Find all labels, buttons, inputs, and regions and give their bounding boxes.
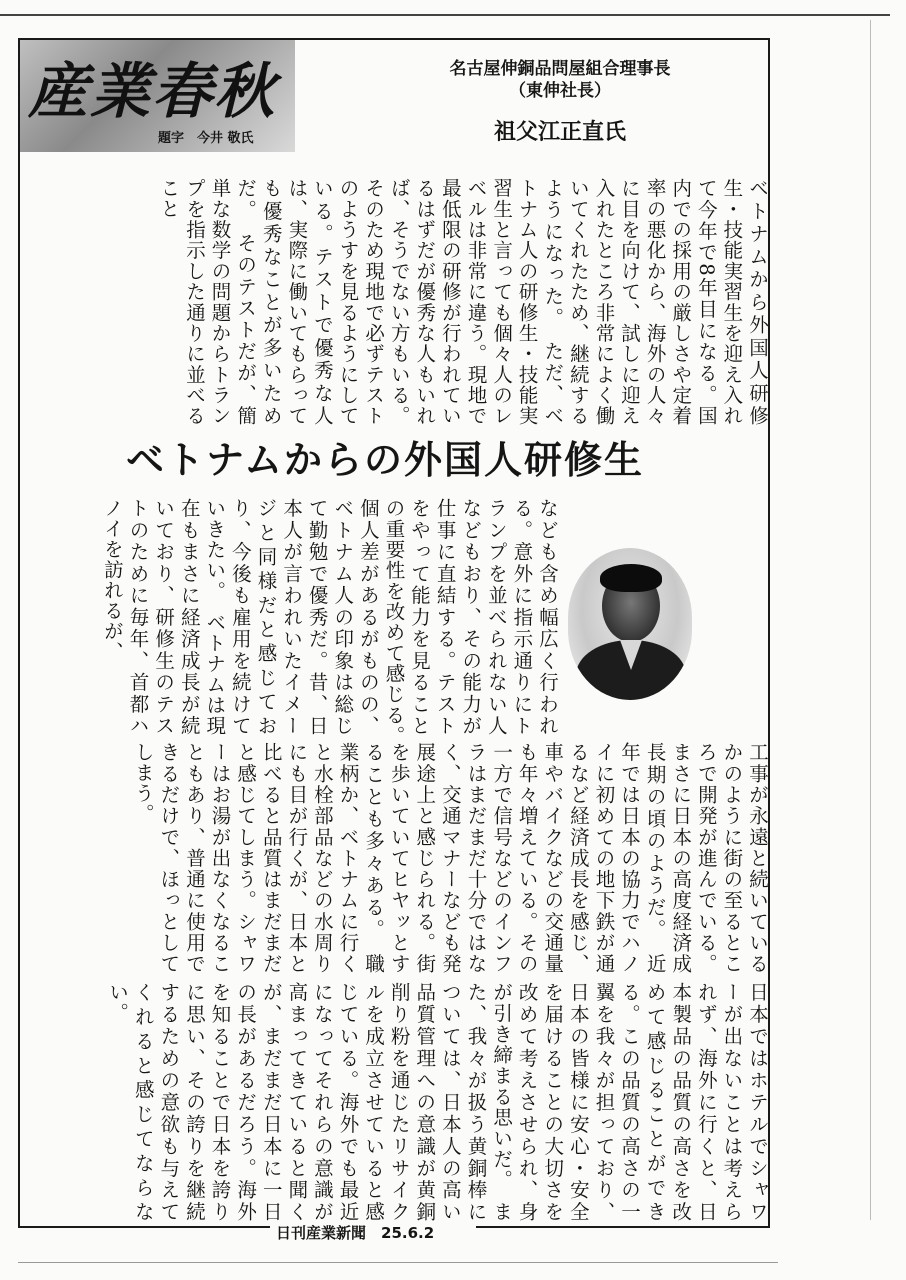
title-credit: 題字 今井 敬氏 (158, 131, 254, 146)
author-name: 祖父江正直氏 (493, 120, 626, 145)
author-portrait (568, 548, 692, 700)
page-top-rule (0, 14, 890, 16)
body-block-2: なども含め幅広く行われる。意外に指示通りにトランプを並べられない人などもおり、その能力が仕事に直結する。テストをやって能力を見ることの重要性を改めて感じる。 個人差があるがものの、ベトナム人の印象は総じて勤勉で優秀だ。昔、日本人が言われいたイメージと同様だと感じており、今後も雇用を続けていきたい。 ベトナムは現在もまさに経済成長が続いており、研修生のテストのために毎年、首都ハノイを訪れるが、 (100, 498, 559, 736)
body-block-4: 日本ではホテルでシャワーが出ないことは考えられず、海外に行くと、日本製品の品質の高さを改めて感じることができる。この品質の高さの一翼を我々が担っており、日本の皆様に安心・安全を届けることの大切さを改めて考えさせられ、身が引き締まる思いだ。 また、我々が扱う黄銅棒については、日本人の高い品質管理への意識が黄銅削り粉を通じたリサイクルを成立させていると感じている。海外でも最近になってそれらの意識が高まってきていると聞くが、まだまだ日本に一日の長があるだろう。海外を知ることで日本を誇りに思い、その誇りを継続するための意欲も与えてくれると感じてならない。 (106, 982, 769, 1222)
publication-source: 日刊産業新聞 25.6.2 (270, 1222, 476, 1244)
column-title: 産業春秋 (28, 57, 276, 127)
article-headline: ベトナムからの外国人研修生 (125, 438, 645, 482)
body-block-3: 工事が永遠と続いているかのように街の至るところで開発が進んでいる。まさに日本の高度経済成長期の頃のようだ。 近年では日本の協力でハノイに初めての地下鉄が通るなど経済成長を感じ、車やバイクなどの交通量も年々増えている。その一方で信号などのインフラはまだまだ十分ではなく、交通マナーなども発展途上と感じられる。街を歩いていてヒヤッとすることも多々ある。 職業柄か、ベトナムに行くと水栓部品などの水周りにも目が行くが、日本と比べると品質はまだまだと感じてしまう。シャワーはお湯が出なくなることもあり、普通に使用できるだけで、ほっとしてしまう。 (131, 742, 769, 974)
author-organization: 名古屋伸銅品問屋組合理事長 (449, 59, 671, 79)
body-block-1: ベトナムから外国人研修生・技能実習生を迎え入れて今年で8年目になる。国内での採用の厳しさや定着率の悪化から、海外の人々に目を向けて、試しに迎え入れたところ非常によく働いてくれたため、継続するようになった。 ただ、ベトナム人の研修生・技能実習生と言っても個々人のレベルは非常に違う。現地で最低限の研修が行われているはずだが優秀な人もいれば、そうでない方もいる。そのため現地で必ずテストのようすを見るようにしている。テストで優秀な人は、実際に働いてもらっても優秀なことが多いためだ。 そのテストだが、簡単な数学の問題からトランプを指示した通りに並べること (157, 178, 769, 426)
author-byline (350, 58, 770, 150)
page-bottom-rule (18, 1262, 778, 1263)
page-right-edge (870, 20, 871, 1220)
author-company: （東伸社長） (509, 81, 611, 101)
